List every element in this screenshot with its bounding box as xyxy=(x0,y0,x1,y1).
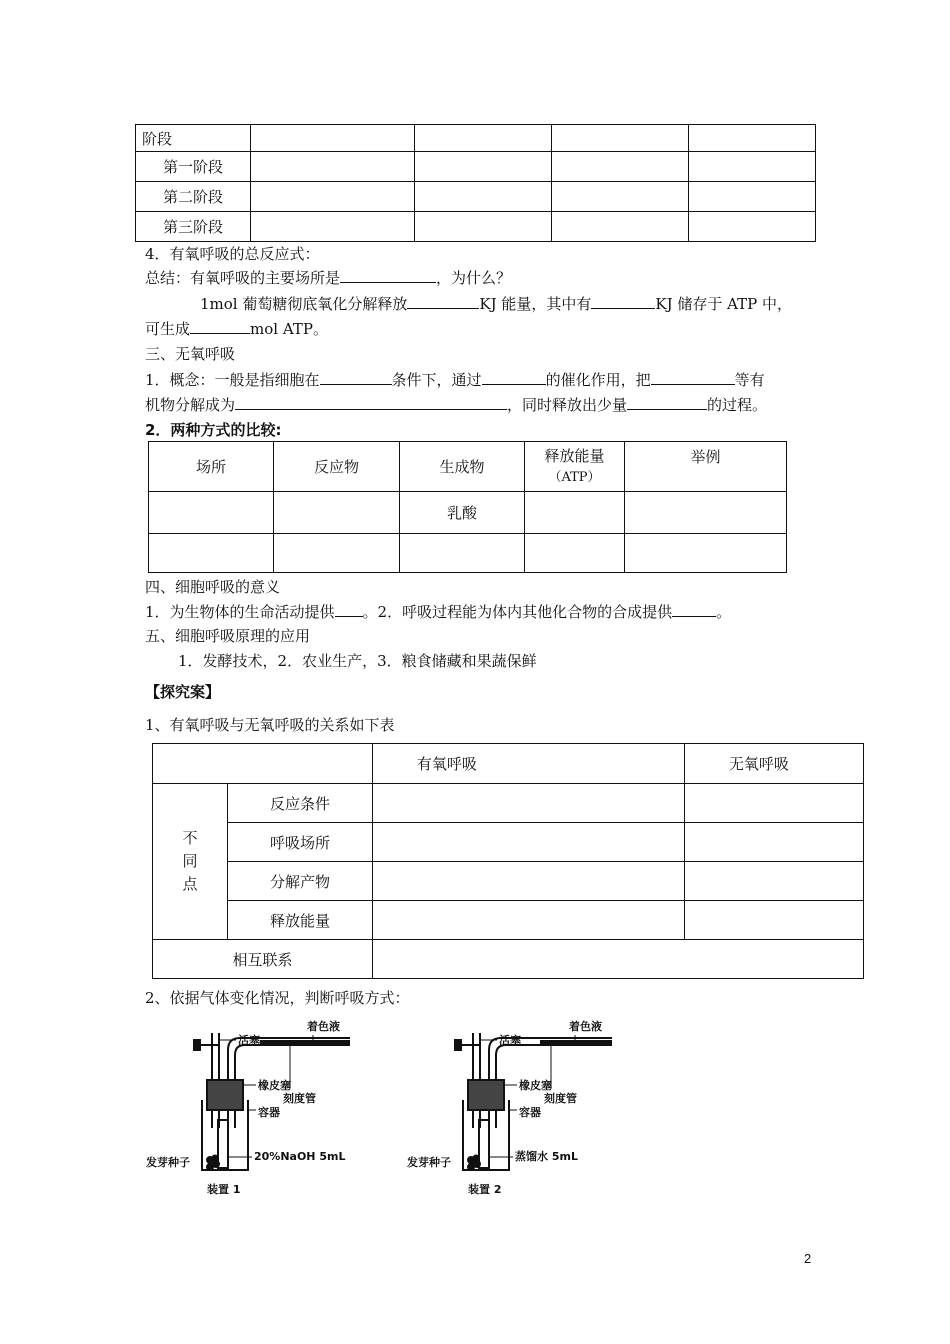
text: 的过程。 xyxy=(707,396,768,414)
label-stopper-1: 橡皮塞 xyxy=(258,1079,291,1092)
group-char: 不 xyxy=(182,829,198,847)
label-dye-1: 着色液 xyxy=(307,1020,340,1033)
stage-row-1: 第一阶段 xyxy=(136,152,251,182)
total-equation-line: 4．有氧呼吸的总反应式： xyxy=(145,245,320,263)
row-condition: 反应条件 xyxy=(228,784,373,823)
col-location: 场所 xyxy=(149,442,274,492)
label-scale-1: 刻度管 xyxy=(283,1092,316,1105)
valve-knob xyxy=(455,1040,461,1050)
text: 的催化作用，把 xyxy=(545,371,651,389)
label-stopper-2: 橡皮塞 xyxy=(519,1079,552,1092)
stage-row-2: 第二阶段 xyxy=(136,182,251,212)
text: KJ 储存于 ATP 中， xyxy=(655,295,793,313)
stage-row-3: 第三阶段 xyxy=(136,212,251,242)
col-reactant: 反应物 xyxy=(274,442,400,492)
seed xyxy=(207,1164,213,1170)
text: 机物分解成为 xyxy=(145,396,236,414)
section-application: 五、细胞呼吸原理的应用 xyxy=(145,627,311,645)
gas-intro: 2、依据气体变化情况，判断呼吸方式： xyxy=(145,989,410,1007)
text: 可生成 xyxy=(145,320,191,338)
text: 1．概念：一般是指细胞在 xyxy=(145,371,320,389)
text: KJ 能量，其中有 xyxy=(479,295,592,313)
label-liquid-1: 20%NaOH 5mL xyxy=(254,1150,346,1163)
rubber-stopper xyxy=(468,1080,504,1110)
label-scale-2: 刻度管 xyxy=(544,1092,577,1105)
label-seeds-1: 发芽种子 xyxy=(146,1156,190,1169)
text: mol ATP。 xyxy=(250,320,328,338)
col-example: 举例 xyxy=(625,442,787,492)
label-dye-2: 着色液 xyxy=(569,1020,602,1033)
text: 1．为生物体的生命活动提供 xyxy=(145,603,335,621)
comparison-heading: 2．两种方式的比较: xyxy=(145,421,282,439)
text: 条件下，通过 xyxy=(391,371,482,389)
label-container-1: 容器 xyxy=(258,1106,280,1119)
label-valve-2: 活塞 xyxy=(499,1034,521,1047)
relation-intro: 1、有氧呼吸与无氧呼吸的关系如下表 xyxy=(145,716,395,734)
label-seeds-2: 发芽种子 xyxy=(407,1156,451,1169)
text: 。2．呼吸过程能为体内其他化合物的合成提供 xyxy=(362,603,673,621)
row-relation: 相互联系 xyxy=(153,940,373,979)
seed xyxy=(474,1156,479,1161)
row-location: 呼吸场所 xyxy=(228,823,373,862)
explore-heading: 【探究案】 xyxy=(145,683,221,701)
text: ，同时释放出少量 xyxy=(507,396,628,414)
text: 。 xyxy=(716,603,732,621)
col-product: 生成物 xyxy=(400,442,525,492)
group-char: 点 xyxy=(182,875,198,893)
atp-label: （ATP） xyxy=(548,469,601,485)
label-container-2: 容器 xyxy=(519,1106,541,1119)
seed xyxy=(468,1164,474,1170)
energy-label: 释放能量 xyxy=(544,446,605,465)
section-anaerobic: 三、无氧呼吸 xyxy=(145,345,236,363)
label-device-2: 装置 2 xyxy=(468,1183,502,1196)
group-char: 同 xyxy=(182,852,198,870)
rubber-stopper xyxy=(207,1080,243,1110)
label-device-1: 装置 1 xyxy=(207,1183,241,1196)
text: 总结：有氧呼吸的主要场所是 xyxy=(145,269,341,287)
label-valve-1: 活塞 xyxy=(238,1034,260,1047)
lactic-acid-cell: 乳酸 xyxy=(400,492,525,534)
seed xyxy=(213,1156,218,1161)
label-liquid-2: 蒸馏水 5mL xyxy=(515,1150,578,1163)
stage-header: 阶段 xyxy=(136,125,251,152)
col-anaerobic: 无氧呼吸 xyxy=(684,744,863,784)
col-aerobic: 有氧呼吸 xyxy=(372,744,684,784)
text: ，为什么？ xyxy=(436,269,512,287)
text: 1mol 葡萄糖彻底氧化分解释放 xyxy=(200,295,408,313)
row-energy: 释放能量 xyxy=(228,901,373,940)
valve-knob xyxy=(194,1040,200,1050)
row-products: 分解产物 xyxy=(228,862,373,901)
page-number: 2 xyxy=(804,1251,812,1266)
text: 等有 xyxy=(734,371,765,389)
seed xyxy=(213,1161,219,1167)
section-significance: 四、细胞呼吸的意义 xyxy=(145,578,281,596)
seed xyxy=(474,1161,480,1167)
application-line: 1．发酵技术，2．农业生产，3．粮食储藏和果蔬保鲜 xyxy=(178,652,537,670)
